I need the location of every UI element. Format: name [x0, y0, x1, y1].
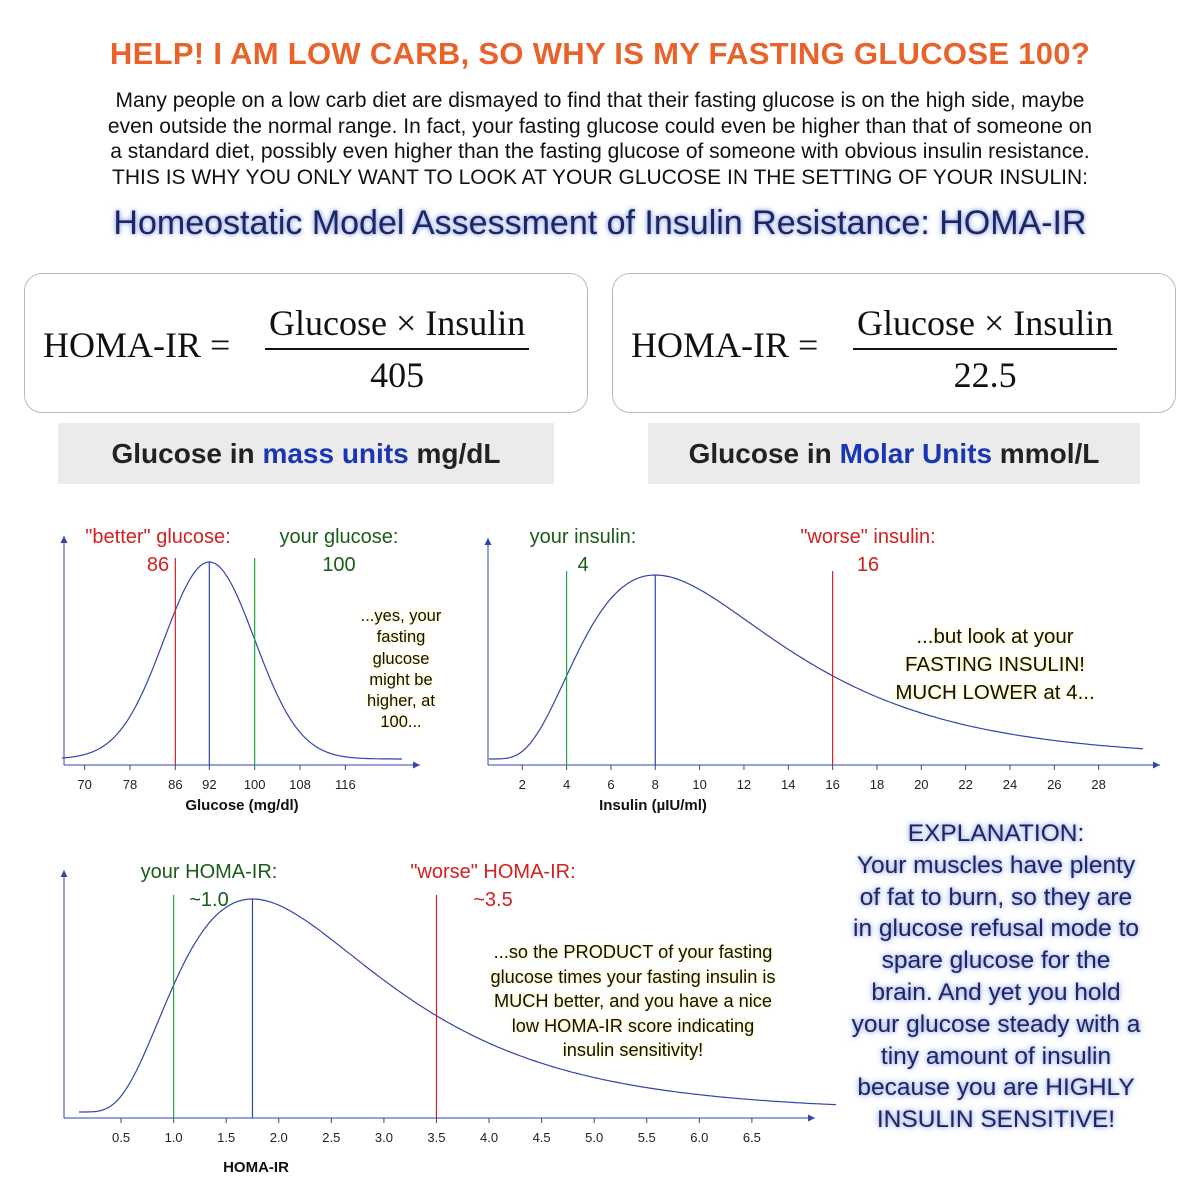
note-line: higher, at [367, 692, 435, 711]
explanation-line: EXPLANATION: [907, 820, 1085, 847]
tick-label: 108 [289, 777, 311, 792]
tick-label: 20 [914, 777, 929, 792]
formula-lhs: HOMA-IR = [43, 325, 231, 365]
explanation-line: in glucose refusal mode to [853, 915, 1139, 943]
tick-label: 116 [334, 777, 356, 792]
x-axis-label: Insulin (µIU/ml) [599, 797, 707, 814]
formula-numerator: Glucose × Insulin [853, 302, 1117, 350]
tick-label: 6 [607, 777, 615, 792]
red-marker-value: ~3.5 [473, 889, 513, 911]
green-marker-label: your HOMA-IR: [140, 861, 278, 883]
note-line: ...so the PRODUCT of your fasting [493, 942, 773, 962]
unit-prefix: Glucose in [111, 438, 263, 469]
tick-label: 4 [562, 777, 571, 792]
tick-label: 3.0 [374, 1130, 393, 1145]
formula-lhs: HOMA-IR = [631, 325, 819, 365]
note-line: ...yes, your [360, 607, 442, 625]
tick-label: 14 [781, 777, 796, 792]
tick-label: 100 [243, 777, 266, 792]
x-axis-arrow [808, 1115, 815, 1122]
tick-label: 12 [736, 777, 752, 792]
green-marker-label: your insulin: [529, 526, 637, 548]
x-axis-label: HOMA-IR [223, 1159, 289, 1176]
tick-label: 0.5 [112, 1130, 131, 1145]
tick-label: 26 [1047, 777, 1062, 792]
tick-label: 28 [1091, 777, 1106, 792]
note-line: fasting [376, 628, 426, 647]
tick-label: 1.0 [164, 1130, 183, 1145]
explanation-line: tiny amount of insulin [880, 1042, 1112, 1070]
green-marker-value: ~1.0 [189, 889, 229, 911]
tick-label: 24 [1002, 777, 1018, 792]
tick-label: 16 [825, 777, 840, 792]
tick-label: 70 [77, 777, 92, 792]
tick-label: 78 [122, 777, 138, 792]
note-line: FASTING INSULIN! [905, 653, 1085, 676]
green-marker-value: 4 [577, 554, 589, 576]
formula-denominator: 405 [370, 355, 425, 395]
intro-line: even outside the normal range. In fact, your fasting glucose could even be higher than that of someone on [107, 114, 1093, 138]
y-axis-arrow [61, 870, 68, 877]
tick-label: 4.0 [480, 1130, 499, 1145]
note-line: MUCH better, and you have a nice [493, 991, 773, 1012]
homa-ir-subtitle: Homeostatic Model Assessment of Insulin Resistance: HOMA-IR [113, 204, 1087, 242]
y-axis-arrow [485, 538, 492, 545]
explanation-line: your glucose steady with a [851, 1010, 1141, 1038]
red-marker-value: 86 [146, 554, 170, 576]
intro-line: Many people on a low carb diet are dismayed to find that their fasting glucose is on the high side, maybe [115, 89, 1085, 112]
note-line: ...but look at your [916, 625, 1074, 648]
tick-label: 22 [958, 777, 973, 792]
tick-label: 5.5 [637, 1130, 656, 1145]
tick-label: 86 [168, 777, 183, 792]
explanation-line: INSULIN SENSITIVE! [876, 1106, 1116, 1134]
tick-label: 6.0 [690, 1130, 709, 1145]
x-axis-label: Glucose (mg/dl) [185, 797, 299, 814]
note-line: insulin sensitivity! [562, 1040, 704, 1061]
tick-label: 2.0 [269, 1130, 288, 1145]
formula-denominator: 22.5 [953, 355, 1017, 395]
explanation-line: of fat to burn, so they are [859, 883, 1133, 911]
tick-label: 2.5 [322, 1130, 341, 1145]
tick-label: 8 [651, 777, 659, 792]
tick-label: 5.0 [585, 1130, 604, 1145]
unit-suffix: mmol/L [992, 438, 1100, 469]
x-axis-arrow [413, 762, 420, 769]
explanation-panel [830, 818, 1162, 1136]
note-line: glucose times your fasting insulin is [490, 966, 776, 987]
note-line: MUCH LOWER at 4... [895, 681, 1095, 704]
unit-highlight: Molar Units [839, 438, 993, 469]
intro-line: THIS IS WHY YOU ONLY WANT TO LOOK AT YOUR GLUCOSE IN THE SETTING OF YOUR INSULIN: [112, 165, 1088, 189]
green-marker-value: 100 [322, 554, 356, 576]
tick-label: 92 [202, 777, 217, 792]
red-marker-label: "worse" insulin: [800, 526, 936, 548]
explanation-line: Your muscles have plenty [856, 851, 1136, 879]
tick-label: 18 [869, 777, 885, 792]
note-line: glucose [372, 649, 430, 668]
note-line: might be [369, 670, 433, 689]
intro-line: a standard diet, possibly even higher than the fasting glucose of someone with obvious insulin resistance. [110, 140, 1090, 163]
red-marker-label: "worse" HOMA-IR: [410, 861, 576, 883]
homa-note [466, 940, 800, 1063]
glucose-note [346, 606, 456, 734]
tick-label: 1.5 [217, 1130, 236, 1145]
x-axis-arrow [1153, 762, 1160, 769]
explanation-line: brain. And yet you hold [871, 978, 1121, 1006]
red-marker-label: "better" glucose: [85, 526, 231, 548]
tick-label: 2 [518, 777, 526, 792]
y-axis-arrow [61, 536, 68, 543]
explanation-line: spare glucose for the [881, 947, 1111, 975]
tick-label: 4.5 [532, 1130, 551, 1145]
insulin-note [870, 623, 1120, 707]
note-line: 100... [380, 713, 422, 732]
note-line: low HOMA-IR score indicating [511, 1015, 755, 1036]
explanation-line: because you are HIGHLY [857, 1074, 1135, 1102]
unit-prefix: Glucose in [688, 438, 840, 469]
tick-label: 3.5 [427, 1130, 446, 1145]
formula-numerator: Glucose × Insulin [265, 302, 529, 350]
tick-label: 10 [692, 777, 707, 792]
red-marker-value: 16 [856, 554, 880, 576]
unit-suffix: mg/dL [408, 438, 501, 469]
page-title: HELP! I AM LOW CARB, SO WHY IS MY FASTING GLUCOSE 100? [109, 36, 1091, 71]
unit-highlight: mass units [262, 438, 409, 469]
tick-label: 6.5 [742, 1130, 761, 1145]
green-marker-label: your glucose: [279, 526, 399, 548]
